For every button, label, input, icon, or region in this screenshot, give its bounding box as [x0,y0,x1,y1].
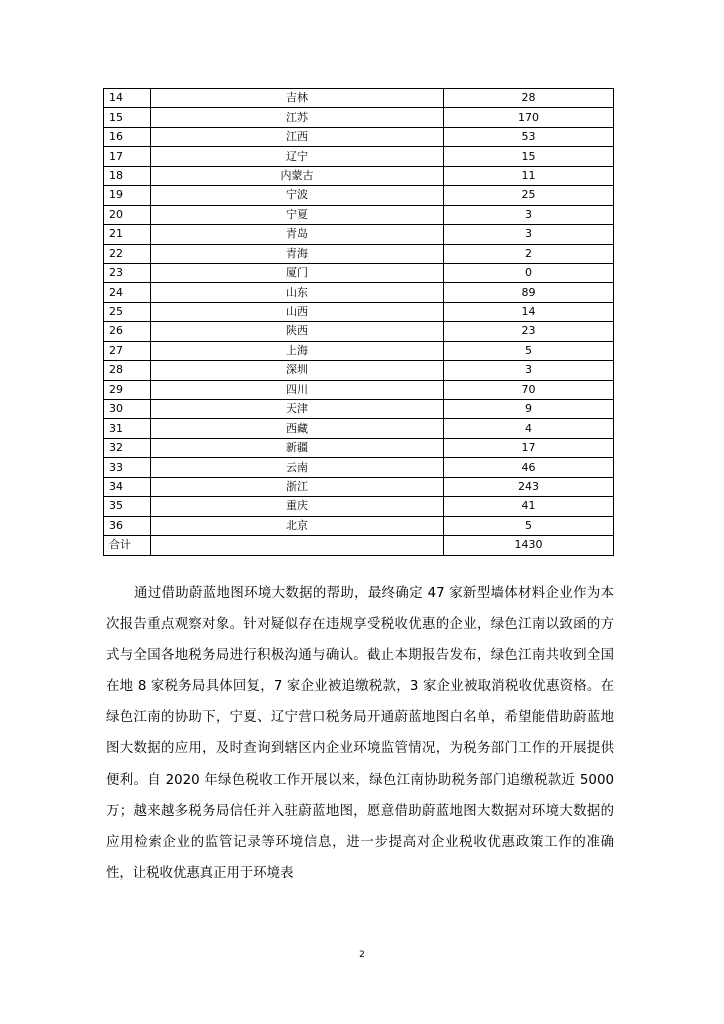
table-row [104,302,614,321]
row-index-cell: 14 [104,89,151,108]
table-body [104,89,614,556]
region-cell: 宁波 [151,186,444,205]
count-cell: 4 [444,419,614,438]
table-row [104,322,614,341]
count-cell: 89 [444,283,614,302]
count-cell: 2 [444,244,614,263]
table-row [104,419,614,438]
page-number: 2 [359,950,365,960]
table-row [104,166,614,185]
row-index-cell: 24 [104,283,151,302]
count-cell: 170 [444,108,614,127]
table-row [104,438,614,457]
region-cell: 内蒙古 [151,166,444,185]
row-index-cell: 合计 [104,536,151,555]
count-cell: 3 [444,361,614,380]
row-index-cell: 28 [104,361,151,380]
row-index-cell: 33 [104,458,151,477]
region-cell: 吉林 [151,89,444,108]
table-row [104,263,614,282]
region-cell: 西藏 [151,419,444,438]
row-index-cell: 22 [104,244,151,263]
table-row [104,244,614,263]
table-row [104,458,614,477]
count-cell: 5 [444,516,614,535]
region-cell: 浙江 [151,477,444,496]
region-cell: 辽宁 [151,147,444,166]
region-cell: 重庆 [151,497,444,516]
count-cell: 15 [444,147,614,166]
count-cell: 9 [444,400,614,419]
row-index-cell: 31 [104,419,151,438]
row-index-cell: 35 [104,497,151,516]
body-text [106,578,614,889]
row-index-cell: 25 [104,302,151,321]
count-cell: 23 [444,322,614,341]
count-cell: 46 [444,458,614,477]
row-index-cell: 26 [104,322,151,341]
table-row [104,341,614,360]
table-row [104,225,614,244]
count-cell: 41 [444,497,614,516]
region-cell: 山西 [151,302,444,321]
row-index-cell: 16 [104,127,151,146]
table-row [104,186,614,205]
region-cell: 青岛 [151,225,444,244]
region-cell: 宁夏 [151,205,444,224]
count-cell: 0 [444,263,614,282]
row-index-cell: 29 [104,380,151,399]
table-row [104,283,614,302]
table-row [104,477,614,496]
row-index-cell: 27 [104,341,151,360]
table-row [104,516,614,535]
region-cell: 陕西 [151,322,444,341]
count-cell: 5 [444,341,614,360]
row-index-cell: 17 [104,147,151,166]
row-index-cell: 19 [104,186,151,205]
region-cell: 上海 [151,341,444,360]
table-row [104,361,614,380]
count-cell: 1430 [444,536,614,555]
row-index-cell: 34 [104,477,151,496]
region-cell: 北京 [151,516,444,535]
count-cell: 3 [444,205,614,224]
region-cell: 山东 [151,283,444,302]
region-cell: 新疆 [151,438,444,457]
row-index-cell: 15 [104,108,151,127]
count-cell: 70 [444,380,614,399]
table-row [104,205,614,224]
row-index-cell: 18 [104,166,151,185]
count-cell: 11 [444,166,614,185]
count-cell: 25 [444,186,614,205]
table-row [104,380,614,399]
count-cell: 3 [444,225,614,244]
row-index-cell: 30 [104,400,151,419]
row-index-cell: 36 [104,516,151,535]
table-total-row [104,536,614,555]
count-cell: 17 [444,438,614,457]
region-cell: 天津 [151,400,444,419]
row-index-cell: 32 [104,438,151,457]
region-cell: 四川 [151,380,444,399]
count-cell: 53 [444,127,614,146]
table-row [104,127,614,146]
table-row [104,108,614,127]
region-cell: 云南 [151,458,444,477]
region-cell: 江苏 [151,108,444,127]
row-index-cell: 20 [104,205,151,224]
count-cell: 28 [444,89,614,108]
region-cell [151,536,444,555]
table-row [104,147,614,166]
data-table [103,88,614,556]
region-cell: 青海 [151,244,444,263]
row-index-cell: 21 [104,225,151,244]
count-cell: 14 [444,302,614,321]
table-row [104,400,614,419]
region-cell: 厦门 [151,263,444,282]
count-cell: 243 [444,477,614,496]
row-index-cell: 23 [104,263,151,282]
paragraph: 通过借助蔚蓝地图环境大数据的帮助，最终确定 47 家新型墙体材料企业作为本次报告重点观察对象。针对疑似存在违规享受税收优惠的企业，绿色江南以致函的方式与全国各地税务局进行积极沟通与确认。截止本期报告发布，绿色江南共收到全国在地 8 家税务局具体回复，7 家企业被追缴税款，3 家企业被取消税收优惠资格。在绿色江南的协助下，宁夏、辽宁营口税务局开通蔚蓝地图白名单，希望能借助蔚蓝地图大数据的应用，及时查询到辖区内企业环境监管情况，为税务部门工作的开展提供便利。自 2020 年绿色税收工作开展以来，绿色江南协助税务部门追缴税款近 5000 万；越来越多税务局信任并入驻蔚蓝地图，愿意借助蔚蓝地图大数据对环境大数据的应用检索企业的监管记录等环境信息，进一步提高对企业税收优惠政策工作的准确性，让税收优惠真正用于环境表 [106,586,614,881]
region-cell: 深圳 [151,361,444,380]
table-row [104,89,614,108]
region-cell: 江西 [151,127,444,146]
table-row [104,497,614,516]
